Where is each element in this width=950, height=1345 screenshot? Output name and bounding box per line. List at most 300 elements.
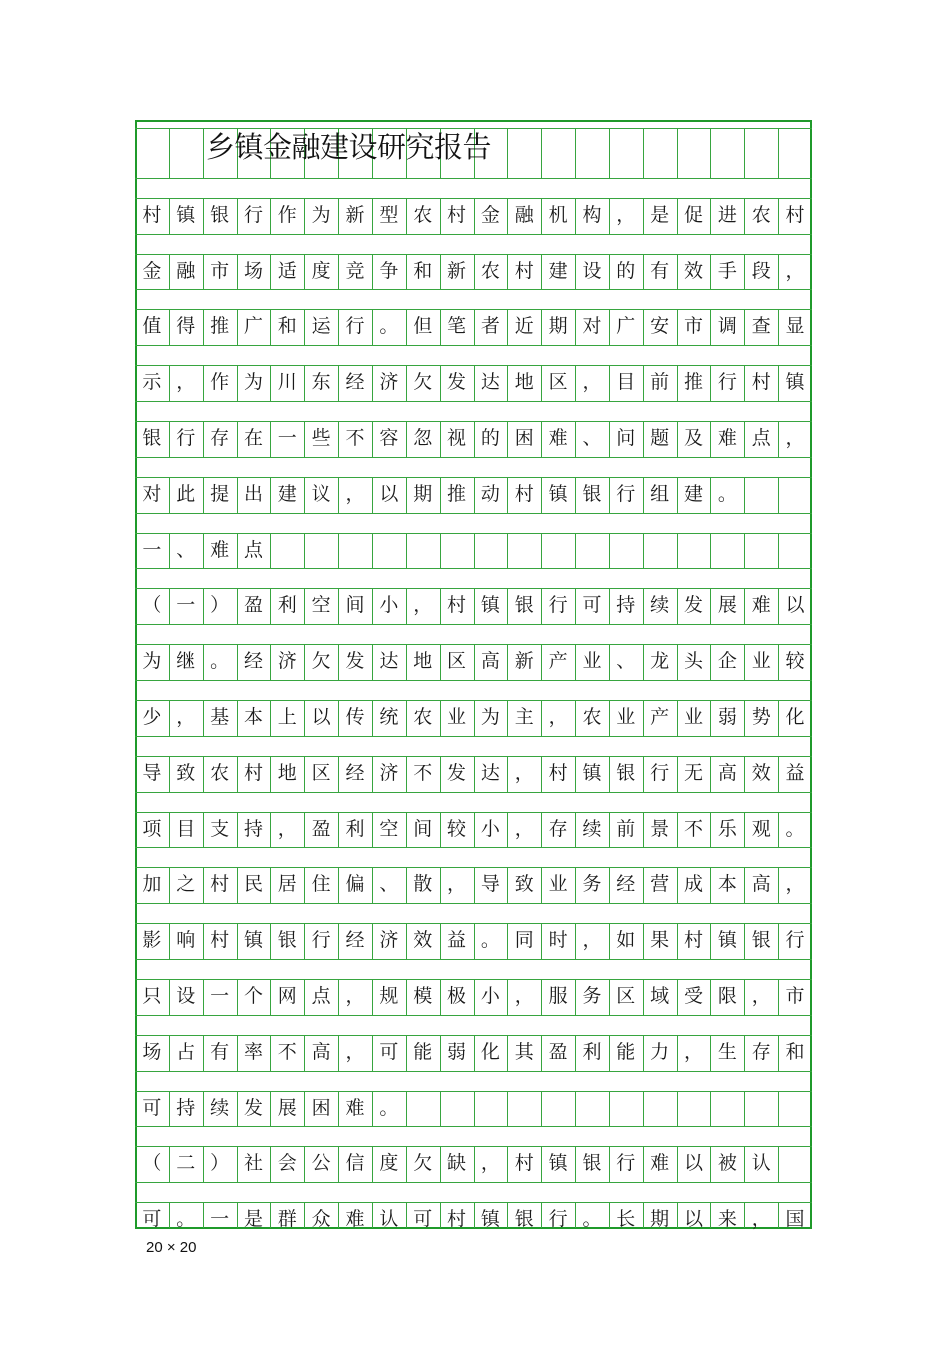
grid-character: 镇 [243, 929, 263, 952]
grid-character: 以 [684, 1208, 704, 1231]
grid-line-vertical [778, 533, 779, 569]
grid-character: 间 [345, 594, 365, 617]
grid-character: 不 [345, 427, 365, 449]
grid-character: 续 [650, 594, 670, 617]
grid-character: 容 [379, 427, 399, 449]
grid-line-horizontal [135, 513, 812, 514]
grid-character: 只 [142, 985, 162, 1007]
grid-character: 务 [582, 873, 602, 896]
grid-character: 。 [717, 482, 737, 505]
grid-line-horizontal [135, 401, 812, 402]
grid-line-vertical [169, 128, 170, 178]
grid-character: 高 [311, 1040, 331, 1063]
grid-character: 村 [210, 873, 230, 896]
grid-character: 基 [210, 706, 230, 728]
grid-line-horizontal [135, 792, 812, 793]
grid-character: 以 [785, 594, 805, 617]
grid-character: 视 [447, 427, 467, 449]
grid-character: 传 [345, 706, 365, 728]
grid-character: 网 [277, 985, 297, 1007]
grid-character: 难 [650, 1152, 670, 1175]
grid-character: 盈 [548, 1040, 568, 1063]
grid-character: 行 [616, 482, 636, 505]
grid-character: 达 [480, 371, 500, 394]
grid-character: 域 [650, 985, 670, 1007]
grid-line-vertical [710, 128, 711, 178]
grid-character: 银 [277, 929, 297, 952]
grid-character: 导 [142, 761, 162, 784]
grid-character: 模 [413, 985, 433, 1007]
grid-line-horizontal [135, 847, 812, 848]
grid-character: 个 [243, 985, 263, 1007]
grid-character: 认 [751, 1152, 771, 1175]
grid-character: 建 [548, 259, 568, 282]
grid-line-vertical [609, 1091, 610, 1127]
grid-character: 业 [447, 706, 467, 728]
grid-character: 广 [616, 315, 636, 338]
grid-character: 难 [345, 1096, 365, 1119]
grid-character: 川 [277, 371, 297, 394]
grid-character: 一 [210, 1208, 230, 1231]
grid-character: 。 [582, 1208, 602, 1231]
grid-character: 济 [379, 761, 399, 784]
grid-character: 达 [480, 761, 500, 784]
grid-character: ， [413, 594, 433, 617]
grid-character: 村 [684, 929, 704, 952]
grid-character: 可 [379, 1040, 399, 1063]
grid-line-vertical [575, 1091, 576, 1127]
grid-character: 村 [785, 203, 805, 226]
grid-line-vertical [440, 533, 441, 569]
grid-character: 议 [311, 482, 331, 505]
grid-character: ， [345, 482, 365, 505]
grid-character: ， [582, 929, 602, 952]
grid-character: 龙 [650, 650, 670, 673]
grid-character: 其 [514, 1040, 534, 1063]
grid-character: 可 [142, 1096, 162, 1119]
grid-character: 。 [176, 1208, 196, 1231]
grid-line-vertical [677, 128, 678, 178]
grid-character: 统 [379, 706, 399, 728]
grid-character: 持 [616, 594, 636, 617]
grid-character: ， [514, 761, 534, 784]
grid-character: 市 [210, 259, 230, 282]
grid-character: 盈 [243, 594, 263, 617]
grid-character: 村 [447, 203, 467, 226]
grid-character: 产 [548, 650, 568, 673]
grid-character: 偏 [345, 873, 365, 896]
grid-character: 企 [717, 650, 737, 673]
grid-character: 点 [243, 538, 263, 561]
grid-line-horizontal [135, 178, 812, 179]
grid-character: 经 [345, 371, 365, 394]
page-title: 乡镇金融建设研究报告 [206, 130, 492, 164]
grid-character: 有 [210, 1040, 230, 1063]
grid-character: 化 [785, 706, 805, 728]
grid-character: 二 [176, 1152, 196, 1175]
grid-line-vertical [643, 1091, 644, 1127]
grid-character: 高 [480, 650, 500, 673]
grid-character: 弱 [717, 706, 737, 728]
grid-character: 行 [345, 315, 365, 338]
grid-character: 示 [142, 371, 162, 394]
grid-character: 效 [684, 259, 704, 282]
grid-character: 发 [447, 761, 467, 784]
grid-character: 组 [650, 482, 670, 505]
grid-character: 市 [684, 315, 704, 338]
grid-character: 一 [142, 538, 162, 561]
grid-character: 以 [684, 1152, 704, 1175]
grid-character: 对 [142, 482, 162, 505]
grid-character: 镇 [548, 1152, 568, 1175]
grid-character: 空 [379, 817, 399, 840]
grid-character: 利 [345, 817, 365, 840]
grid-character: 构 [582, 203, 602, 226]
grid-character: ， [480, 1152, 500, 1175]
grid-line-vertical [304, 533, 305, 569]
grid-line-horizontal [135, 1182, 812, 1183]
grid-character: 认 [379, 1208, 399, 1231]
grid-character: ） [210, 594, 230, 617]
grid-character: 小 [480, 985, 500, 1007]
grid-character: 新 [447, 259, 467, 282]
grid-line-vertical [203, 128, 204, 178]
grid-line-horizontal [135, 568, 812, 569]
grid-character: 对 [582, 315, 602, 338]
grid-line-horizontal [135, 1071, 812, 1072]
grid-character: 难 [210, 538, 230, 561]
grid-character: 景 [650, 817, 670, 840]
grid-character: 加 [142, 873, 162, 896]
grid-character: 来 [717, 1208, 737, 1231]
grid-character: 持 [176, 1096, 196, 1119]
grid-character: 。 [210, 650, 230, 673]
grid-character: 发 [684, 594, 704, 617]
grid-character: 推 [210, 315, 230, 338]
grid-character: 欠 [413, 371, 433, 394]
grid-character: 困 [311, 1096, 331, 1119]
grid-character: 难 [717, 427, 737, 449]
grid-character: 村 [548, 761, 568, 784]
grid-character: ， [277, 817, 297, 840]
grid-character: 镇 [480, 1208, 500, 1231]
grid-character: 行 [243, 203, 263, 226]
grid-line-vertical [575, 533, 576, 569]
grid-character: 进 [717, 203, 737, 226]
grid-character: 致 [514, 873, 534, 896]
grid-character: 期 [650, 1208, 670, 1231]
grid-character: 作 [277, 203, 297, 226]
grid-character: ， [785, 259, 805, 282]
grid-character: 农 [413, 706, 433, 728]
grid-character: 居 [277, 873, 297, 896]
grid-line-vertical [507, 1091, 508, 1127]
grid-character: 点 [751, 427, 771, 449]
grid-line-horizontal [135, 289, 812, 290]
grid-character: 不 [684, 817, 704, 840]
grid-line-vertical [541, 1091, 542, 1127]
grid-character: 机 [548, 203, 568, 226]
grid-character: 银 [751, 929, 771, 952]
grid-character: 是 [650, 203, 670, 226]
grid-character: 一 [277, 427, 297, 449]
grid-character: 村 [447, 594, 467, 617]
grid-character: 银 [514, 594, 534, 617]
grid-character: 高 [751, 873, 771, 896]
grid-character: ， [514, 985, 534, 1007]
grid-character: 存 [751, 1040, 771, 1063]
grid-character: ， [176, 371, 196, 394]
grid-character: 行 [616, 1152, 636, 1175]
grid-character: 益 [785, 761, 805, 784]
grid-character: 以 [311, 706, 331, 728]
grid-line-horizontal [135, 736, 812, 737]
grid-character: 此 [176, 482, 196, 505]
grid-character: 展 [277, 1096, 297, 1119]
grid-character: 群 [277, 1208, 297, 1231]
grid-character: 行 [548, 594, 568, 617]
grid-character: 镇 [582, 761, 602, 784]
grid-character: 高 [717, 761, 737, 784]
grid-character: 村 [751, 371, 771, 394]
grid-character: 度 [379, 1152, 399, 1175]
grid-character: 村 [142, 203, 162, 226]
grid-line-vertical [677, 533, 678, 569]
grid-character: 发 [243, 1096, 263, 1119]
grid-character: 极 [447, 985, 467, 1007]
grid-character: 行 [548, 1208, 568, 1231]
grid-line-vertical [710, 1091, 711, 1127]
grid-character: 占 [176, 1040, 196, 1063]
grid-line-vertical [406, 533, 407, 569]
grid-character: 广 [243, 315, 263, 338]
grid-character: （ [142, 1152, 162, 1175]
grid-character: 济 [379, 371, 399, 394]
grid-character: 运 [311, 315, 331, 338]
grid-character: 建 [277, 482, 297, 505]
grid-line-vertical [778, 128, 779, 178]
grid-character: 以 [379, 482, 399, 505]
grid-character: 致 [176, 761, 196, 784]
grid-character: 发 [345, 650, 365, 673]
grid-character: 持 [243, 817, 263, 840]
grid-character: 之 [176, 873, 196, 896]
grid-character: 受 [684, 985, 704, 1007]
grid-character: 欠 [311, 650, 331, 673]
grid-character: ， [548, 706, 568, 728]
grid-character: ， [514, 817, 534, 840]
grid-character: 服 [548, 985, 568, 1007]
grid-line-vertical [778, 1091, 779, 1127]
grid-character: 目 [616, 371, 636, 394]
grid-character: 盈 [311, 817, 331, 840]
grid-character: 利 [277, 594, 297, 617]
grid-character: 点 [311, 985, 331, 1007]
grid-character: 争 [379, 259, 399, 282]
grid-character: 镇 [717, 929, 737, 952]
grid-character: 信 [345, 1152, 365, 1175]
grid-character: 存 [548, 817, 568, 840]
grid-character: 缺 [447, 1152, 467, 1175]
grid-character: 头 [684, 650, 704, 673]
grid-character: 是 [243, 1208, 263, 1231]
grid-character: 住 [311, 873, 331, 896]
grid-character: 公 [311, 1152, 331, 1175]
grid-character: 。 [379, 1096, 399, 1119]
grid-character: 适 [277, 259, 297, 282]
grid-character: 查 [751, 315, 771, 338]
grid-character: 出 [243, 482, 263, 505]
grid-character: 能 [616, 1040, 636, 1063]
grid-character: 民 [243, 873, 263, 896]
grid-character: 农 [582, 706, 602, 728]
grid-character: 新 [514, 650, 534, 673]
grid-character: ， [785, 873, 805, 896]
grid-character: 为 [243, 371, 263, 394]
grid-character: 行 [176, 427, 196, 449]
grid-line-horizontal [135, 1015, 812, 1016]
grid-character: 国 [785, 1208, 805, 1231]
grid-character: 不 [413, 761, 433, 784]
grid-line-vertical [507, 533, 508, 569]
grid-character: 为 [311, 203, 331, 226]
grid-character: 金 [480, 203, 500, 226]
grid-character: 作 [210, 371, 230, 394]
grid-line-vertical [643, 533, 644, 569]
grid-character: 前 [616, 817, 636, 840]
grid-character: 一 [210, 985, 230, 1007]
grid-character: 成 [684, 873, 704, 896]
grid-character: 长 [616, 1208, 636, 1231]
grid-character: 动 [480, 482, 500, 505]
grid-character: 小 [379, 594, 399, 617]
grid-character: 效 [751, 761, 771, 784]
grid-character: 益 [447, 929, 467, 952]
grid-character: 得 [176, 315, 196, 338]
grid-character: 手 [717, 259, 737, 282]
grid-character: ） [210, 1152, 230, 1175]
grid-line-vertical [541, 128, 542, 178]
grid-character: 东 [311, 371, 331, 394]
grid-character: 果 [650, 929, 670, 952]
grid-character: 、 [176, 538, 196, 561]
grid-character: ， [345, 985, 365, 1007]
grid-character: 地 [277, 761, 297, 784]
grid-character: 同 [514, 929, 534, 952]
grid-character: 业 [548, 873, 568, 896]
grid-character: 村 [514, 482, 534, 505]
grid-line-vertical [744, 533, 745, 569]
grid-character: 会 [277, 1152, 297, 1175]
grid-line-vertical [744, 128, 745, 178]
grid-character: 在 [243, 427, 263, 449]
grid-line-vertical [440, 1091, 441, 1127]
grid-character: 行 [650, 761, 670, 784]
grid-character: 些 [311, 427, 331, 449]
grid-character: 难 [548, 427, 568, 449]
grid-character: 银 [514, 1208, 534, 1231]
grid-character: 区 [447, 650, 467, 673]
grid-character: 推 [447, 482, 467, 505]
grid-character: 空 [311, 594, 331, 617]
grid-character: 区 [616, 985, 636, 1007]
grid-character: 限 [717, 985, 737, 1007]
grid-character: 续 [210, 1096, 230, 1119]
grid-line-vertical [507, 128, 508, 178]
grid-character: ， [176, 706, 196, 728]
grid-line-vertical [710, 533, 711, 569]
grid-character: ， [684, 1040, 704, 1063]
grid-character: 产 [650, 706, 670, 728]
grid-character: 观 [751, 817, 771, 840]
grid-character: 和 [413, 259, 433, 282]
grid-character: 项 [142, 817, 162, 840]
grid-character: ， [751, 1208, 771, 1231]
grid-character: 为 [142, 650, 162, 673]
grid-line-vertical [474, 533, 475, 569]
grid-character: 村 [447, 1208, 467, 1231]
grid-character: 导 [480, 873, 500, 896]
grid-character: 务 [582, 985, 602, 1007]
grid-character: 农 [480, 259, 500, 282]
grid-line-vertical [609, 128, 610, 178]
grid-character: 、 [379, 873, 399, 896]
grid-line-vertical [677, 1091, 678, 1127]
grid-character: 利 [582, 1040, 602, 1063]
grid-line-horizontal [135, 345, 812, 346]
grid-character: 小 [480, 817, 500, 840]
grid-character: 问 [616, 427, 636, 449]
grid-character: 地 [514, 371, 534, 394]
grid-character: 存 [210, 427, 230, 449]
grid-character: 银 [582, 1152, 602, 1175]
grid-character: 市 [785, 985, 805, 1007]
grid-character: 融 [176, 259, 196, 282]
grid-character: 能 [413, 1040, 433, 1063]
grid-character: 镇 [548, 482, 568, 505]
grid-character: 有 [650, 259, 670, 282]
grid-character: 济 [379, 929, 399, 952]
grid-character: 难 [751, 594, 771, 617]
grid-character: 的 [480, 427, 500, 449]
grid-character: 不 [277, 1040, 297, 1063]
grid-character: 农 [413, 203, 433, 226]
grid-character: 农 [210, 761, 230, 784]
grid-character: 散 [413, 873, 433, 896]
grid-character: 行 [311, 929, 331, 952]
grid-character: 规 [379, 985, 399, 1007]
grid-character: 的 [616, 259, 636, 282]
grid-line-horizontal [135, 903, 812, 904]
grid-character: 可 [142, 1208, 162, 1231]
grid-character: 为 [480, 706, 500, 728]
grid-character: 但 [413, 315, 433, 338]
grid-character: 势 [751, 706, 771, 728]
grid-character: 弱 [447, 1040, 467, 1063]
grid-character: 行 [785, 929, 805, 952]
grid-line-horizontal [135, 1126, 812, 1127]
grid-character: 被 [717, 1152, 737, 1175]
grid-character: 业 [582, 650, 602, 673]
grid-line-vertical [744, 1091, 745, 1127]
grid-character: 化 [480, 1040, 500, 1063]
grid-character: 本 [243, 706, 263, 728]
grid-character: 继 [176, 650, 196, 673]
grid-line-vertical [406, 1091, 407, 1127]
grid-character: 、 [616, 650, 636, 673]
grid-character: 济 [277, 650, 297, 673]
grid-character: ， [345, 1040, 365, 1063]
